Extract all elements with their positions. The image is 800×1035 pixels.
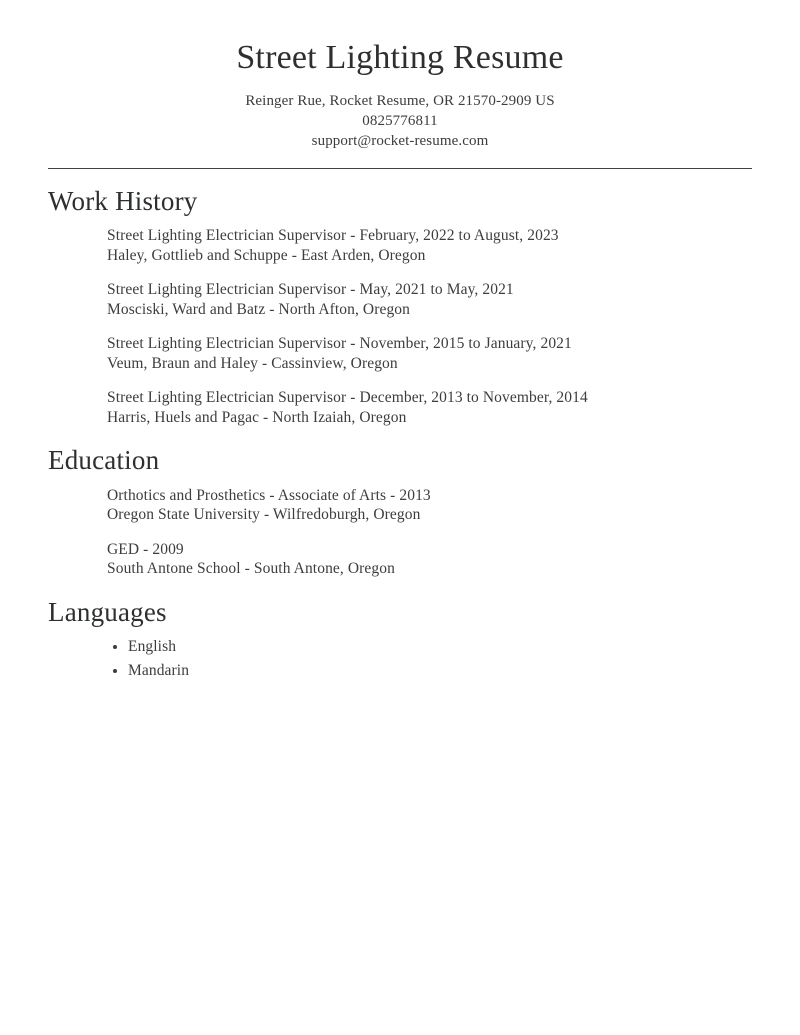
education-school-line: Oregon State University - Wilfredoburgh, Oregon: [107, 506, 421, 524]
job-company-line: Mosciski, Ward and Batz - North Afton, Oregon: [107, 300, 411, 318]
section-heading-work-history: Work History: [48, 185, 198, 216]
job-company-line: Haley, Gottlieb and Schuppe - East Arden, Oregon: [107, 246, 426, 264]
contact-address: Reinger Rue, Rocket Resume, OR 21570-2909 US: [245, 92, 555, 109]
education-degree-line: Orthotics and Prosthetics - Associate of Arts - 2013: [107, 486, 431, 504]
education-school-line: South Antone School - South Antone, Oregon: [107, 560, 395, 578]
job-entry: [107, 226, 752, 265]
header-divider: [48, 168, 752, 169]
education-entries: [107, 486, 752, 579]
contact-email: support@rocket-resume.com: [311, 132, 489, 149]
education-entry: [107, 540, 752, 579]
contact-phone: 0825776811: [362, 112, 438, 129]
job-entry: [107, 388, 752, 427]
language-item: • Mandarin: [128, 662, 752, 680]
education-entry: [107, 486, 752, 525]
resume-header: [48, 38, 752, 151]
language-item: • English: [128, 638, 752, 656]
work-history-entries: [107, 226, 752, 427]
job-entry: [107, 334, 752, 373]
job-company-line: Veum, Braun and Haley - Cassinview, Oregon: [107, 354, 398, 372]
section-heading-education: Education: [48, 445, 160, 476]
job-title-line: Street Lighting Electrician Supervisor - November, 2015 to January, 2021: [107, 335, 572, 353]
job-entry: [107, 280, 752, 319]
job-title-line: Street Lighting Electrician Supervisor - February, 2022 to August, 2023: [107, 227, 559, 245]
education-degree-line: GED - 2009: [107, 540, 184, 558]
job-company-line: Harris, Huels and Pagac - North Izaiah, Oregon: [107, 408, 407, 426]
language-list: [107, 638, 752, 680]
job-title-line: Street Lighting Electrician Supervisor - May, 2021 to May, 2021: [107, 281, 514, 299]
section-heading-languages: Languages: [48, 596, 167, 627]
job-title-line: Street Lighting Electrician Supervisor - December, 2013 to November, 2014: [107, 389, 588, 407]
page-title: Street Lighting Resume: [236, 39, 564, 76]
